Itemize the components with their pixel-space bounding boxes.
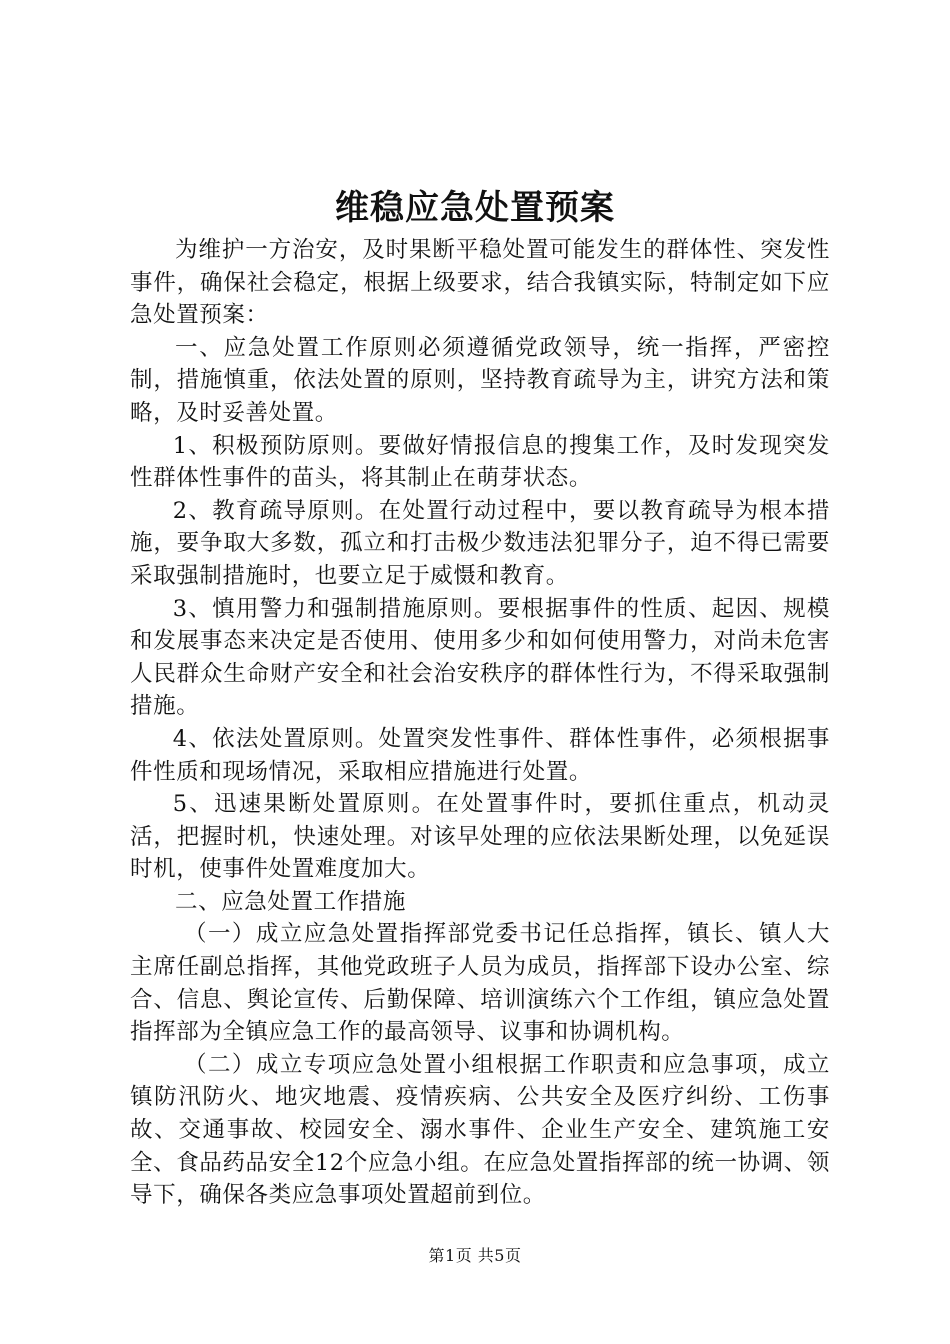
section-two-heading: 二、应急处置工作措施 bbox=[175, 888, 407, 915]
intro-paragraph: 为维护一方治安，及时果断平稳处置可能发生的群体性、突发性事件，确保社会稳定，根据上级要求，结合我镇实际，特制定如下应急处置预案： bbox=[130, 237, 830, 329]
principle-4-paragraph: 4、依法处置原则。处置突发性事件、群体性事件，必须根据事件性质和现场情况，采取相应措施进行处置。 bbox=[130, 725, 830, 785]
principle-3-paragraph: 3、慎用警力和强制措施原则。要根据事件的性质、起因、规模和发展事态来决定是否使用、使用多少和如何使用警力，对尚未危害人民群众生命财产安全和社会治安秩序的群体性行为，不得采取强制措施。 bbox=[130, 595, 830, 720]
measure-1-paragraph: （一）成立应急处置指挥部党委书记任总指挥，镇长、镇人大主席任副总指挥，其他党政班子人员为成员，指挥部下设办公室、综合、信息、舆论宣传、后勤保障、培训演练六个工作组，镇应急处置指挥部为全镇应急工作的最高领导、议事和协调机构。 bbox=[130, 921, 830, 1046]
principle-1-paragraph: 1、积极预防原则。要做好情报信息的搜集工作，及时发现突发性群体性事件的苗头，将其制止在萌芽状态。 bbox=[130, 432, 830, 492]
section-one-paragraph: 一、应急处置工作原则必须遵循党政领导，统一指挥，严密控制，措施慎重，依法处置的原则，坚持教育疏导为主，讲究方法和策略，及时妥善处置。 bbox=[130, 334, 830, 426]
document-title: 维稳应急处置预案 bbox=[335, 188, 615, 228]
document-body bbox=[130, 234, 830, 1212]
measure-2-paragraph: （二）成立专项应急处置小组根据工作职责和应急事项，成立镇防汛防火、地灾地震、疫情疾病、公共安全及医疗纠纷、工伤事故、交通事故、校园安全、溺水事件、企业生产安全、建筑施工安全、食品药品安全12个应急小组。在应急处置指挥部的统一协调、领导下，确保各类应急事项处置超前到位。 bbox=[130, 1051, 830, 1209]
principle-5-paragraph: 5、迅速果断处置原则。在处置事件时，要抓住重点，机动灵活，把握时机，快速处理。对该早处理的应依法果断处理，以免延误时机，使事件处置难度加大。 bbox=[130, 791, 830, 883]
principle-2-paragraph: 2、教育疏导原则。在处置行动过程中，要以教育疏导为根本措施，要争取大多数，孤立和打击极少数违法犯罪分子，迫不得已需要采取强制措施时，也要立足于威慑和教育。 bbox=[130, 497, 830, 589]
page-footer: 第1页 共5页 bbox=[428, 1246, 522, 1265]
